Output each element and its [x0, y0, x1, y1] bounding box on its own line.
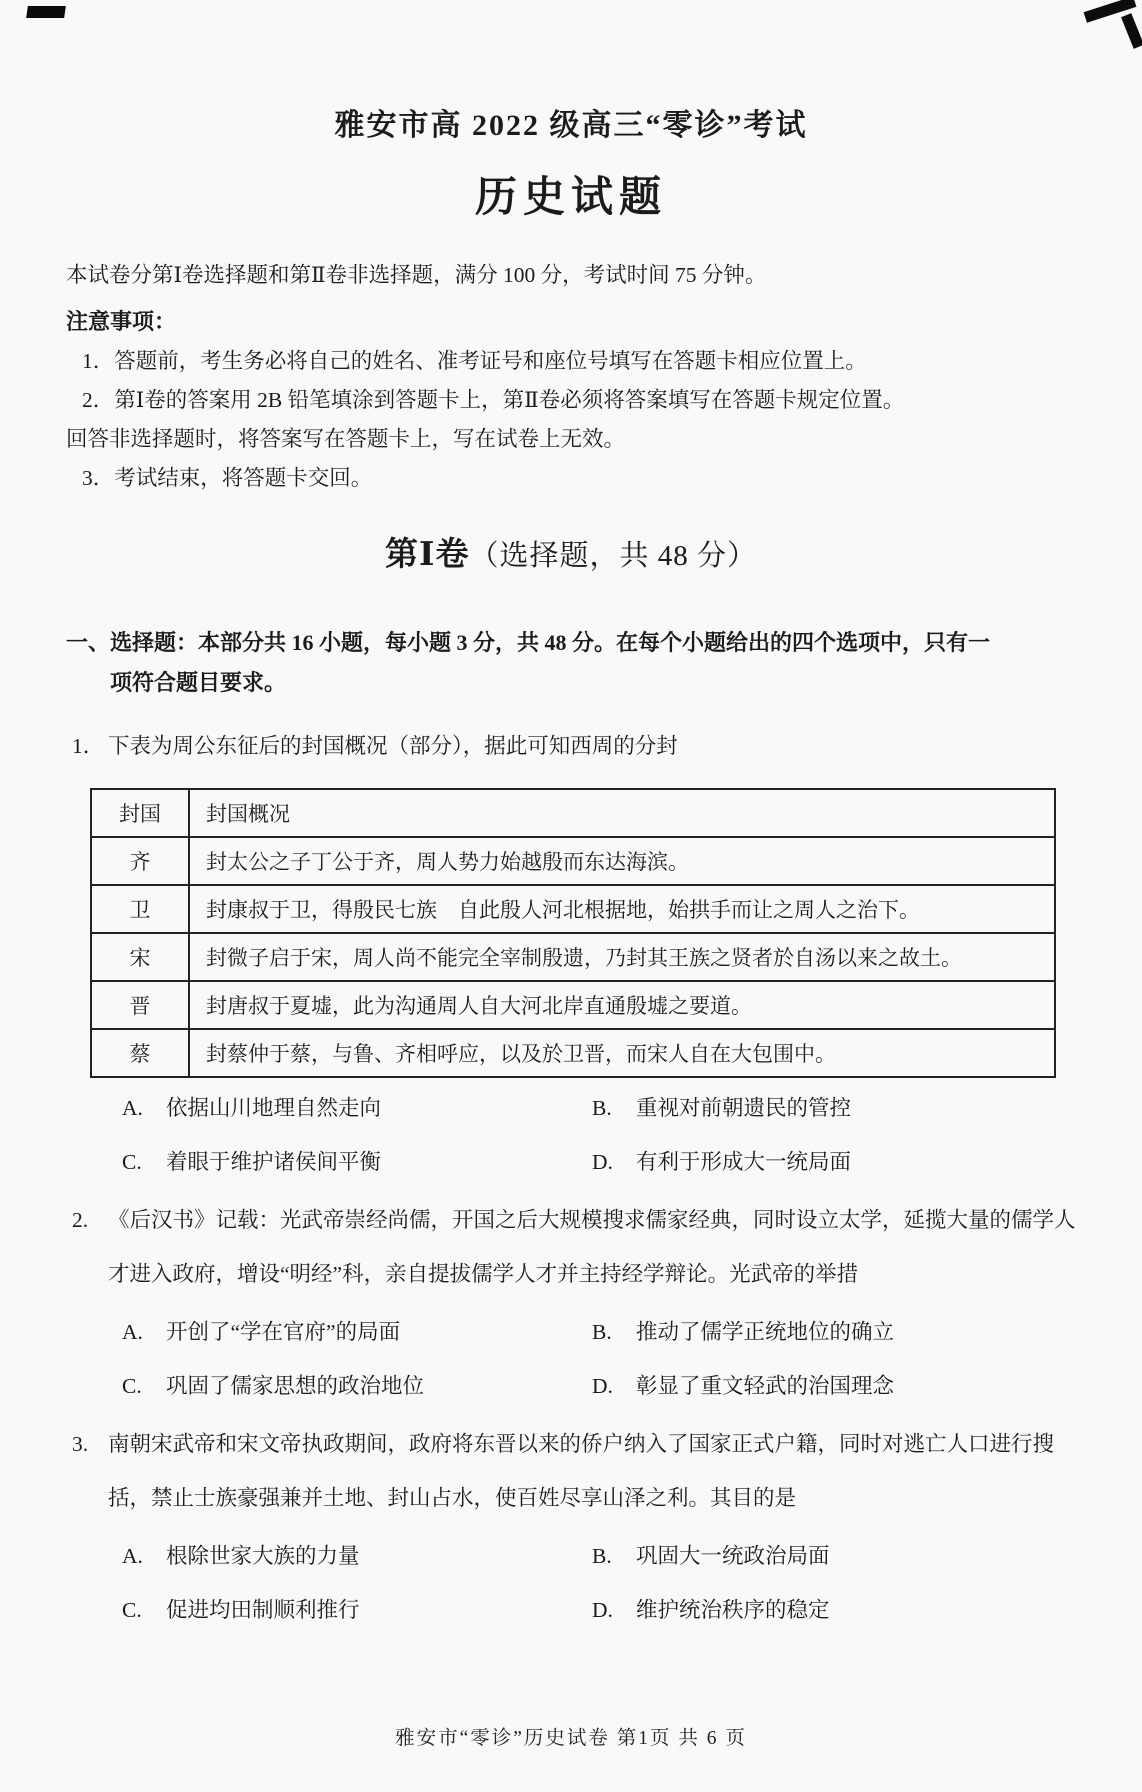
table-row [91, 1029, 1055, 1077]
question-2-option-a [122, 1316, 592, 1348]
question-2-option-c [122, 1370, 592, 1402]
table-cell-overview: 封微子启于宋，周人尚不能完全宰制殷遗，乃封其王族之贤者於自汤以来之故土。 [189, 933, 1055, 981]
section-1-heading [66, 532, 1076, 578]
exam-title: 雅安市高 2022 级高三“零诊”考试 [334, 109, 808, 142]
option-text: 彰显了重文轻武的治国理念 [636, 1374, 895, 1399]
option-label: D. [592, 1150, 613, 1175]
question-3-options [122, 1540, 1076, 1627]
option-label: A. [122, 1095, 143, 1120]
option-text: 维护统治秩序的稳定 [636, 1598, 830, 1623]
table-cell-state: 卫 [91, 885, 189, 933]
section-1-instruction [66, 623, 1076, 704]
question-1-table [90, 788, 1056, 1078]
exam-summary: 本试卷分第Ⅰ卷选择题和第Ⅱ卷非选择题，满分 100 分，考试时间 75 分钟。 [66, 263, 767, 287]
table-cell-overview: 封太公之子丁公于齐，周人势力始越殷而东达海滨。 [189, 837, 1055, 885]
question-3 [66, 1418, 1076, 1526]
question-3-option-a [122, 1540, 592, 1572]
scan-artifact-top-left [26, 6, 66, 18]
question-1 [66, 720, 1076, 774]
table-header-row [91, 789, 1055, 837]
question-2-option-b [592, 1316, 1076, 1348]
table-cell-overview: 封蔡仲于蔡，与鲁、齐相呼应，以及於卫晋，而宋人自在大包围中。 [189, 1029, 1055, 1077]
option-label: C. [122, 1150, 142, 1175]
option-text: 巩固了儒家思想的政治地位 [166, 1374, 425, 1399]
option-text: 有利于形成大一统局面 [636, 1150, 852, 1175]
table-cell-overview: 封唐叔于夏墟，此为沟通周人自大河北岸直通殷墟之要道。 [189, 981, 1055, 1029]
exam-subject-title: 历史试题 [474, 175, 667, 221]
option-label: B. [592, 1543, 612, 1568]
option-text: 着眼于维护诸侯间平衡 [166, 1150, 382, 1175]
question-2-stem: 《后汉书》记载：光武帝崇经尚儒，开国之后大规模搜求儒家经典，同时设立太学，延揽大量的儒学人才进入政府，增设“明经”科，亲自提拔儒学人才并主持经学辩论。光武帝的举措 [108, 1208, 1076, 1287]
option-text: 依据山川地理自然走向 [166, 1095, 382, 1120]
table-row [91, 933, 1055, 981]
option-text: 推动了儒学正统地位的确立 [636, 1319, 895, 1344]
option-text: 促进均田制顺利推行 [166, 1598, 360, 1623]
table-cell-state: 蔡 [91, 1029, 189, 1077]
question-3-option-c [122, 1594, 592, 1626]
instruction-line-2: 项符合题目要求。 [110, 670, 287, 696]
question-1-option-b [592, 1092, 1076, 1124]
question-1-option-c [122, 1146, 592, 1178]
question-1-option-d [592, 1146, 1076, 1178]
notice-item-3: 3．考试结束，将答题卡交回。 [82, 466, 373, 491]
question-1-options [122, 1092, 1076, 1179]
table-row [91, 885, 1055, 933]
option-label: B. [592, 1095, 612, 1120]
table-row [91, 981, 1055, 1029]
question-3-stem: 南朝宋武帝和宋文帝执政期间，政府将东晋以来的侨户纳入了国家正式户籍，同时对逃亡人口进行搜括，禁止士族豪强兼并土地、封山占水，使百姓尽享山泽之利。其目的是 [108, 1432, 1055, 1511]
question-2-option-d [592, 1370, 1076, 1402]
option-label: C. [122, 1598, 142, 1623]
option-label: A. [122, 1319, 143, 1344]
notice-title: 注意事项： [66, 309, 177, 335]
table-row [91, 837, 1055, 885]
table-header-state: 封国 [91, 789, 189, 837]
question-3-number: 3. [72, 1432, 89, 1457]
table-cell-state: 晋 [91, 981, 189, 1029]
notice-item-2: 2．第Ⅰ卷的答案用 2B 铅笔填涂到答题卡上，第Ⅱ卷必须将答案填写在答题卡规定位置。 [82, 388, 905, 413]
option-text: 根除世家大族的力量 [166, 1543, 360, 1568]
option-text: 开创了“学在官府”的局面 [166, 1319, 401, 1344]
question-1-stem: 下表为周公东征后的封国概况（部分），据此可知西周的分封 [108, 734, 678, 759]
table-header-overview: 封国概况 [189, 789, 1055, 837]
table-cell-state: 齐 [91, 837, 189, 885]
instruction-line-1: 一、选择题：本部分共 16 小题，每小题 3 分，共 48 分。在每个小题给出的四个选项中，只有一 [66, 629, 991, 655]
question-2-options [122, 1316, 1076, 1403]
section-1-subtitle: （选择题，共 48 分） [469, 540, 757, 573]
question-3-option-b [592, 1540, 1076, 1572]
option-text: 重视对前朝遗民的管控 [636, 1095, 852, 1120]
question-2 [66, 1194, 1076, 1302]
notice-item-2-continued: 回答非选择题时，将答案写在答题卡上，写在试卷上无效。 [66, 427, 626, 452]
question-2-number: 2. [72, 1208, 89, 1233]
section-1-title: 第Ⅰ卷 [385, 537, 470, 574]
option-label: A. [122, 1543, 143, 1568]
table-cell-state: 宋 [91, 933, 189, 981]
option-label: C. [122, 1374, 142, 1399]
page-footer: 雅安市“零诊”历史试卷 第1页 共 6 页 [395, 1728, 747, 1749]
question-1-option-a [122, 1092, 592, 1124]
option-label: B. [592, 1319, 612, 1344]
notice-item-1: 1．答题前，考生务必将自己的姓名、准考证号和座位号填写在答题卡相应位置上。 [82, 348, 867, 373]
question-3-option-d [592, 1594, 1076, 1626]
question-1-number: 1． [72, 734, 105, 759]
option-label: D. [592, 1374, 613, 1399]
option-text: 巩固大一统政治局面 [636, 1543, 830, 1568]
table-cell-overview: 封康叔于卫，得殷民七族 自此殷人河北根据地，始拱手而让之周人之治下。 [189, 885, 1055, 933]
option-label: D. [592, 1598, 613, 1623]
